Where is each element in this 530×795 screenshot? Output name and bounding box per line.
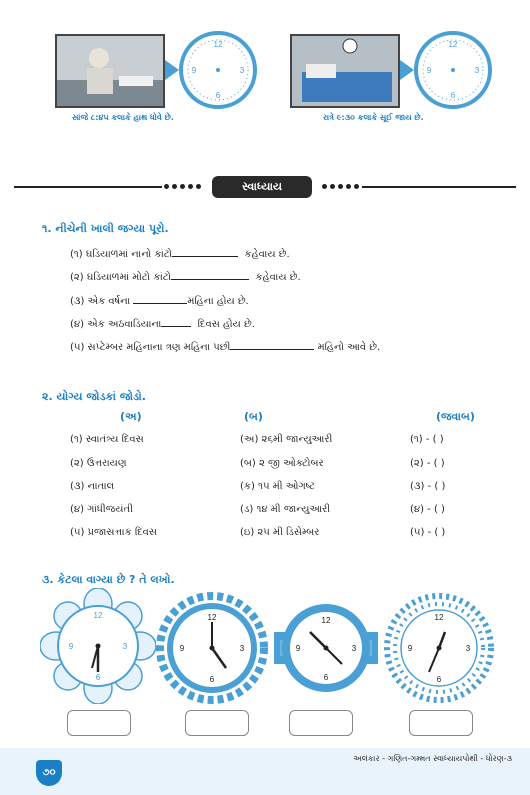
svg-text:3: 3: [465, 644, 471, 653]
svg-text:12: 12: [434, 613, 444, 622]
caption-right: રાત્રે ૯:૩૦ કલાકે સૂઈ જાય છે.: [323, 113, 424, 122]
q1-item: [70, 339, 380, 353]
svg-text:3: 3: [351, 644, 357, 653]
match-b-item: (અ) ૨૬મી જાન્યુઆરી: [240, 434, 333, 445]
svg-text:9: 9: [68, 642, 74, 651]
q1-item-text: (૧) ઘડિયાળમાં નાનો કાંટો: [70, 249, 173, 260]
section-title: સ્વાધ્યાય: [212, 176, 312, 198]
divider-dot: [180, 184, 185, 189]
answer-box[interactable]: [67, 710, 131, 736]
svg-text:9: 9: [179, 644, 185, 653]
match-b-item: (ડ) ૧૪ મી જાન્યુઆરી: [240, 504, 331, 515]
match-a-item: (૨) ઉત્તરાયણ: [70, 458, 127, 469]
divider-dot: [338, 184, 343, 189]
match-a-item: (૩) નાતાલ: [70, 481, 115, 492]
match-b-item: (ઇ) ૨૫ મી ડિસેમ્બર: [240, 527, 320, 538]
svg-text:3: 3: [122, 642, 128, 651]
divider-dot: [322, 184, 327, 189]
svg-text:6: 6: [95, 673, 101, 682]
q1-item-text: દિવસ હોય છે.: [197, 319, 255, 330]
arrow-icon: [165, 60, 179, 80]
svg-text:6: 6: [215, 91, 221, 100]
svg-text:9: 9: [191, 66, 197, 75]
answer-blank[interactable]: [172, 246, 238, 257]
match-b-item: (બ) ૨ જી ઓક્ટોબર: [240, 458, 324, 469]
column-answer-header: (જવાબ): [436, 410, 475, 423]
column-a-header: (અ): [120, 410, 142, 423]
q1-item-text: મહિનો આવે છે.: [317, 342, 381, 353]
match-answer[interactable]: (૨) - ( ): [410, 458, 445, 469]
arrow-icon: [400, 60, 414, 80]
photo-sleeping: [290, 34, 400, 108]
divider-dot: [330, 184, 335, 189]
answer-box[interactable]: [185, 710, 249, 736]
svg-text:6: 6: [323, 673, 329, 682]
gear-clock-icon: [156, 592, 268, 704]
answer-blank[interactable]: [161, 316, 191, 327]
caption-left: સાંજે ૮:૪૫ કલાકે હાથ ધોવે છે.: [72, 113, 174, 122]
answer-box[interactable]: [409, 710, 473, 736]
dotted-clock-icon: [383, 592, 495, 704]
photo-washing-hands: [55, 34, 165, 108]
svg-text:3: 3: [239, 644, 245, 653]
answer-blank[interactable]: [230, 339, 314, 350]
flower-clock-icon: [40, 588, 156, 704]
match-answer[interactable]: (૩) - ( ): [410, 481, 446, 492]
svg-text:9: 9: [407, 644, 413, 653]
q1-item-text: (૨) ઘડિયાળમાં મોટો કાંટો: [70, 272, 172, 283]
svg-text:9: 9: [426, 66, 432, 75]
page-number: ૭૦: [36, 760, 62, 786]
answer-box[interactable]: [289, 710, 353, 736]
svg-text:12: 12: [448, 40, 458, 49]
divider-dot: [354, 184, 359, 189]
match-a-item: (૫) પ્રજાસત્તાક દિવસ: [70, 527, 158, 538]
q1-item-text: (૩) એક વર્ષના: [70, 296, 131, 307]
answer-blank[interactable]: [171, 269, 249, 280]
match-a-item: (૪) ગાંધીજયંતી: [70, 504, 133, 515]
svg-text:3: 3: [474, 66, 480, 75]
q1-item-text: કહેવાય છે.: [244, 249, 290, 260]
q2-heading: ૨. યોગ્ય જોડકાં જોડો.: [42, 390, 146, 403]
svg-text:12: 12: [321, 616, 331, 625]
svg-text:6: 6: [450, 91, 456, 100]
clock-icon: [178, 30, 258, 110]
match-answer[interactable]: (૧) - ( ): [410, 434, 444, 445]
q1-item: [70, 269, 301, 283]
q1-item-text: મહિના હોય છે.: [187, 296, 249, 307]
divider-dot: [188, 184, 193, 189]
section-divider-right: [362, 186, 516, 188]
match-answer[interactable]: (૫) - ( ): [410, 527, 446, 538]
q3-heading: ૩. કેટલા વાગ્યા છે ? તે લખો.: [42, 573, 175, 586]
q1-item-text: કહેવાય છે.: [255, 272, 301, 283]
q1-item: [70, 246, 290, 260]
svg-text:6: 6: [209, 675, 215, 684]
match-b-item: (ક) ૧૫ મી ઓગષ્ટ: [240, 481, 316, 492]
q1-heading: ૧. નીચેની ખાલી જગ્યા પૂરો.: [42, 222, 169, 235]
svg-text:6: 6: [436, 675, 442, 684]
divider-dot: [346, 184, 351, 189]
answer-blank[interactable]: [133, 293, 187, 304]
divider-dot: [196, 184, 201, 189]
ribbon-clock-icon: [272, 594, 380, 702]
svg-text:12: 12: [93, 611, 103, 620]
q1-item-text: (૫) સપ્ટેમ્બર મહિનાના ત્રણ મહિના પછી: [70, 342, 231, 353]
match-a-item: (૧) સ્વાતંત્ર્ય દિવસ: [70, 434, 144, 445]
svg-text:12: 12: [213, 40, 223, 49]
svg-text:12: 12: [207, 613, 217, 622]
match-answer[interactable]: (૪) - ( ): [410, 504, 445, 515]
svg-text:9: 9: [295, 644, 301, 653]
column-b-header: (બ): [244, 410, 263, 423]
q1-item: [70, 316, 255, 330]
section-divider-left: [14, 186, 162, 188]
q1-item-text: (૪) એક અઠવાડિયાના: [70, 319, 162, 330]
divider-dot: [172, 184, 177, 189]
svg-text:3: 3: [239, 66, 245, 75]
q1-item: [70, 293, 249, 307]
clock-icon: [413, 30, 493, 110]
divider-dot: [164, 184, 169, 189]
book-title: અલંકાર - ગણિત-ગમ્મત સ્વાધ્યાયપોથી - ધોરણ-૩: [353, 754, 512, 763]
